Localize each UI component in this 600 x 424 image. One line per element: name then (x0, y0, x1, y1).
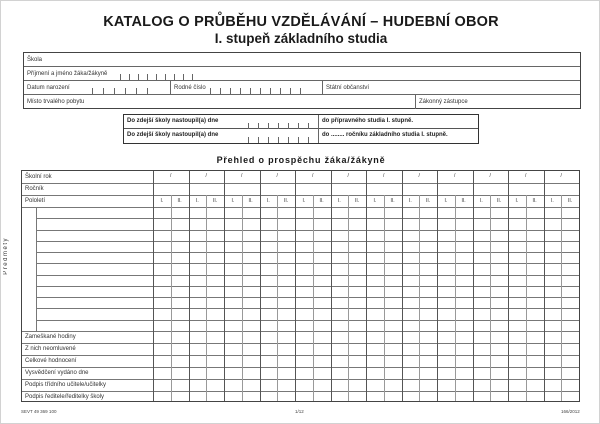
char-box-tick (120, 74, 121, 80)
enroll-date-tick (308, 123, 309, 129)
footer-code: SEVT 49 369 100 (21, 409, 57, 414)
school-year-slash: / (205, 173, 207, 179)
term-column-divider (526, 195, 527, 401)
grid-row-line (36, 320, 579, 321)
enrollment-row1-text: do přípravného studia I. stupně. (322, 118, 414, 124)
date-box-tick (136, 88, 137, 94)
year-column-divider (331, 171, 332, 401)
term-mark: II. (461, 198, 466, 204)
enroll-divider (318, 115, 319, 129)
bottom-row-1: Zameškané hodiny (25, 334, 76, 340)
enroll-date-tick (278, 137, 279, 143)
school-year-slash: / (525, 173, 527, 179)
residence-label: Místo trvalého pobytu (27, 99, 85, 105)
student-info-box (23, 52, 581, 109)
birth-number-tick (280, 88, 281, 94)
grid-row-line (36, 286, 579, 287)
term-mark: I. (515, 198, 519, 204)
bottom-row-3: Celkové hodnocení (25, 358, 77, 364)
school-year-slash: / (383, 173, 385, 179)
term-mark: I. (550, 198, 554, 204)
year-column-divider (260, 171, 261, 401)
enroll-date-tick (288, 123, 289, 129)
birth-number-tick (210, 88, 211, 94)
birth-number-tick (270, 88, 271, 94)
term-mark: II. (355, 198, 360, 204)
label-column-divider (153, 171, 154, 401)
enroll-date-tick (248, 137, 249, 143)
footer-form-number: 166/2012 (561, 409, 580, 414)
grid-row-line (22, 207, 579, 208)
school-year-slash: / (418, 173, 420, 179)
term-mark: II. (177, 198, 182, 204)
term-mark: II. (213, 198, 218, 204)
term-column-divider (277, 195, 278, 401)
date-box-tick (125, 88, 126, 94)
year-column-divider (224, 171, 225, 401)
grid-row-line (36, 230, 579, 231)
year-column-divider (508, 171, 509, 401)
bottom-row-6: Podpis ředitele/ředitelky školy (25, 394, 105, 400)
name-row (24, 67, 580, 81)
term-column-divider (242, 195, 243, 401)
term-mark: I. (195, 198, 199, 204)
char-box-tick (156, 74, 157, 80)
bottom-row-4: Vysvědčení vydáno dne (25, 370, 89, 376)
term-column-divider (384, 195, 385, 401)
grid-row-line (36, 308, 579, 309)
footer-page: 1/12 (295, 409, 304, 414)
grid-row-line (22, 379, 579, 380)
char-box-tick (192, 74, 193, 80)
grid-row-line (22, 355, 579, 356)
school-year-slash: / (241, 173, 243, 179)
school-year-slash: / (276, 173, 278, 179)
term-label: Pololetí (25, 198, 46, 204)
enroll-divider (318, 129, 319, 143)
birth-number-tick (230, 88, 231, 94)
year-column-divider (437, 171, 438, 401)
enrollment-box (123, 114, 479, 144)
term-mark: II. (390, 198, 395, 204)
school-year-slash: / (560, 173, 562, 179)
enrollment-row-1 (124, 115, 478, 129)
grid-row-line (22, 183, 579, 184)
enroll-date-tick (268, 123, 269, 129)
grid-row-line (22, 195, 579, 196)
school-row (24, 53, 580, 67)
term-mark: II. (426, 198, 431, 204)
bottom-row-2: Z nich neomluvené (25, 346, 76, 352)
grade-label: Ročník (25, 186, 44, 192)
date-box-tick (92, 88, 93, 94)
term-column-divider (348, 195, 349, 401)
enroll-date-tick (258, 137, 259, 143)
date-box-tick (103, 88, 104, 94)
enroll-date-tick (268, 137, 269, 143)
guardian-label: Zákonný zástupce (419, 99, 468, 105)
enrollment-row-2 (124, 129, 478, 143)
school-year-slash: / (489, 173, 491, 179)
term-column-divider (419, 195, 420, 401)
enroll-date-tick (298, 123, 299, 129)
enroll-date-tick (288, 137, 289, 143)
term-mark: II. (319, 198, 324, 204)
grid-row-line (22, 367, 579, 368)
term-mark: I. (337, 198, 341, 204)
subjects-label-divider (36, 207, 37, 331)
date-box-tick (147, 88, 148, 94)
term-column-divider (490, 195, 491, 401)
term-column-divider (455, 195, 456, 401)
term-mark: I. (266, 198, 270, 204)
grid-row-line (22, 331, 579, 332)
enroll-date-tick (248, 123, 249, 129)
grid-row-line (36, 275, 579, 276)
char-box-tick (174, 74, 175, 80)
school-year-slash: / (170, 173, 172, 179)
enroll-date-tick (308, 137, 309, 143)
char-box-tick (129, 74, 130, 80)
term-mark: I. (408, 198, 412, 204)
birth-date-label: Datum narození (27, 85, 70, 91)
birth-number-tick (240, 88, 241, 94)
grid-row-line (36, 297, 579, 298)
grid-row-line (36, 241, 579, 242)
char-box-tick (183, 74, 184, 80)
school-year-label: Školní rok (25, 174, 52, 180)
enroll-date-tick (258, 123, 259, 129)
enroll-date-tick (278, 123, 279, 129)
school-year-slash: / (312, 173, 314, 179)
residence-row (24, 95, 580, 109)
birth-number-label: Rodné číslo (174, 85, 206, 91)
term-column-divider (206, 195, 207, 401)
year-column-divider (402, 171, 403, 401)
citizenship-label: Státní občanství (326, 85, 370, 91)
char-box-tick (138, 74, 139, 80)
birth-row-divider (322, 81, 323, 94)
term-mark: I. (444, 198, 448, 204)
document-title: KATALOG O PRŮBĚHU VZDĚLÁVÁNÍ – HUDEBNÍ OBOR (103, 14, 499, 30)
school-label: Škola (27, 57, 43, 63)
year-column-divider (189, 171, 190, 401)
school-year-slash: / (347, 173, 349, 179)
enrollment-row2-label: Do zdejší školy nastoupil(a) dne (127, 132, 219, 138)
birth-number-tick (250, 88, 251, 94)
year-column-divider (473, 171, 474, 401)
progress-title: Přehled o prospěchu žáka/žákyně (216, 155, 386, 165)
term-mark: II. (497, 198, 502, 204)
term-column-divider (561, 195, 562, 401)
term-column-divider (171, 195, 172, 401)
grid-row-line (22, 343, 579, 344)
term-mark: II. (248, 198, 253, 204)
grid-row-line (22, 391, 579, 392)
term-mark: I. (479, 198, 483, 204)
term-mark: I. (231, 198, 235, 204)
bottom-row-5: Podpis třídního učitele/učitelky (25, 382, 107, 388)
birth-number-tick (290, 88, 291, 94)
grid-row-line (36, 252, 579, 253)
term-mark: II. (568, 198, 573, 204)
enrollment-row1-label: Do zdejší školy nastoupil(a) dne (127, 118, 219, 124)
date-box-tick (114, 88, 115, 94)
char-box-tick (165, 74, 166, 80)
grid-row-line (36, 218, 579, 219)
document-subtitle: I. stupeň základního studia (214, 31, 388, 46)
term-mark: I. (302, 198, 306, 204)
term-mark: II. (284, 198, 289, 204)
birth-number-tick (260, 88, 261, 94)
char-box-tick (147, 74, 148, 80)
year-column-divider (366, 171, 367, 401)
birth-number-tick (220, 88, 221, 94)
term-mark: I. (160, 198, 164, 204)
year-column-divider (544, 171, 545, 401)
name-label: Příjmení a jméno žáka/žákyně (27, 71, 108, 77)
enroll-date-tick (298, 137, 299, 143)
school-year-slash: / (454, 173, 456, 179)
enrollment-row2-text: do ........ ročníku základního studia I. stupně. (322, 132, 448, 138)
subjects-vertical-label: Předměty (3, 237, 9, 275)
birth-number-tick (300, 88, 301, 94)
year-column-divider (295, 171, 296, 401)
progress-grid (21, 170, 580, 402)
birth-row (24, 81, 580, 95)
term-mark: I. (373, 198, 377, 204)
term-column-divider (313, 195, 314, 401)
grid-row-line (36, 263, 579, 264)
term-mark: II. (532, 198, 537, 204)
birth-row-divider (170, 81, 171, 94)
